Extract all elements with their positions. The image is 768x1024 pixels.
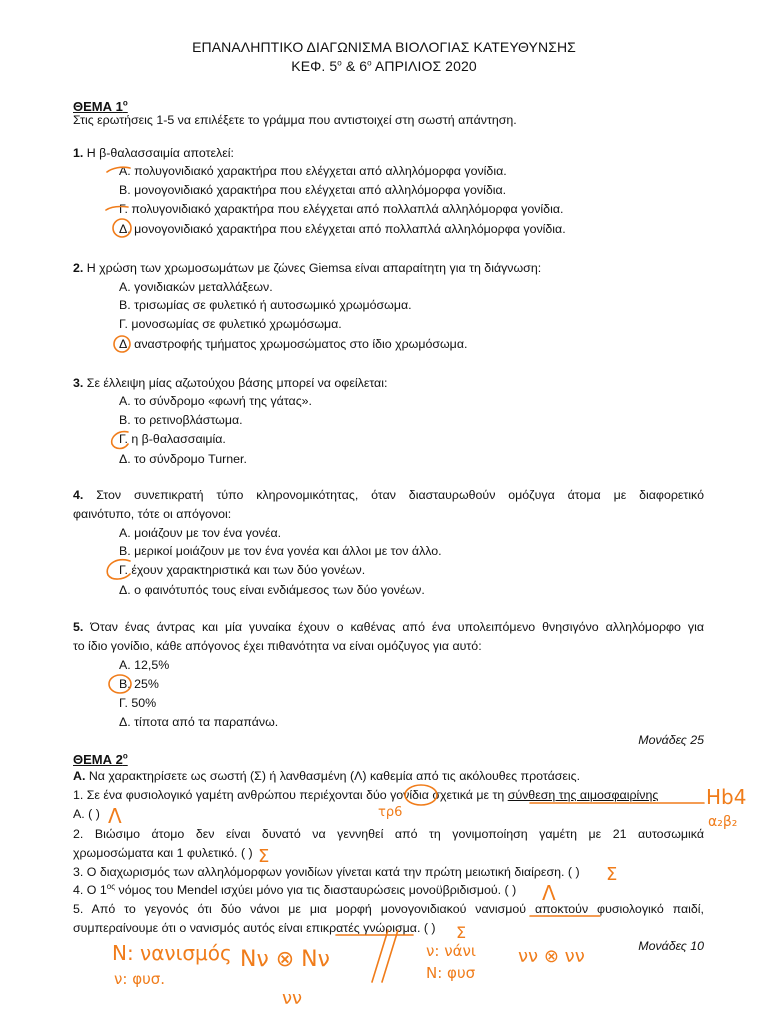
statement-1: 1. Σε ένα φυσιολογικό γαμέτη ανθρώπου περιέχονται δύο γονίδια σχετικά με τη σύνθεση της αιμοσφαιρίνης xyxy=(73,788,659,802)
hw-note-v2: ν: νάνι xyxy=(426,942,476,960)
theme1-heading: ΘΕΜΑ $1^o$ xyxy=(73,98,128,114)
q4-option-c: Γ. έχουν χαρακτηριστικά και των δύο γονέων. xyxy=(119,563,366,577)
statement-1-cont: Α. ( ) xyxy=(73,807,100,821)
statement-5-cont: συμπεραίνουμε ότι ο νανισμός αυτός είναι επικρατές γνώρισμα. ( ) xyxy=(73,921,436,935)
q3-option-c: Γ. η β-θαλασσαιμία. xyxy=(119,432,226,446)
q1-option-b: Β. μονογονιδιακό χαρακτήρα που ελέγχεται από αλληλόμορφα γονίδια. xyxy=(119,183,507,197)
hw-vv: νν xyxy=(282,988,303,1009)
hw-answer-2: Σ xyxy=(258,846,270,867)
theme2-heading: ΘΕΜΑ $2^o$ xyxy=(73,751,128,767)
hw-slash-1 xyxy=(372,930,388,982)
hw-hb: Hb4 xyxy=(706,785,747,809)
q3-option-b: Β. το ρετινοβλάστωμα. xyxy=(119,413,243,427)
question-1: 1. Η β-θαλασσαιμία αποτελεί: xyxy=(73,146,234,160)
q3-option-d: Δ. το σύνδρομο Turner. xyxy=(119,452,247,466)
theme1-marks: Μονάδες 25 xyxy=(638,733,704,747)
statement-3: 3. Ο διαχωρισμός των αλληλόμορφων γονιδίων γίνεται κατά την πρώτη μειωτική διαίρεση. ( ) xyxy=(73,865,580,879)
hw-answer-1: Λ xyxy=(108,804,122,828)
statement-2-cont: χρωμοσώματα και 1 φυλετικό. ( ) xyxy=(73,846,253,860)
q5-option-c: Γ. 50% xyxy=(119,696,157,710)
exam-subtitle: ΚΕΦ. $5^o$ & $6^o$ ΑΠΡΙΛΙΟΣ 2020 xyxy=(291,58,477,74)
hw-note-v: ν: φυσ. xyxy=(114,970,166,988)
q1-option-a: Α. πολυγονιδιακό χαρακτήρα που ελέγχεται από αλληλόμορφα γονίδια. xyxy=(119,164,507,178)
q3-option-a: Α. το σύνδρομο «φωνή της γάτας». xyxy=(119,394,313,408)
hw-answer-4: Λ xyxy=(542,881,556,905)
question-4-cont: φαινότυπο, τότε οι απόγονοι: xyxy=(73,507,232,521)
q5-option-d: Δ. τίποτα από τα παραπάνω. xyxy=(119,715,279,729)
hw-note-n: N: νανισμός xyxy=(112,941,232,965)
q1-option-c: Γ. πολυγονιδιακό χαρακτήρα που ελέγχεται από πολλαπλά αλληλόμορφα γονίδια. xyxy=(119,202,564,216)
q2-option-c: Γ. μονοσωμίας σε φυλετικό χρωμόσωμα. xyxy=(119,317,342,331)
question-3: 3. Σε έλλειψη μίας αζωτούχου βάσης μπορεί να οφείλεται: xyxy=(73,376,388,390)
q5-option-a: Α. 12,5% xyxy=(119,658,170,672)
question-4: 4. Στον συνεπικρατή τύπο κληρονομικότητας, όταν διασταυρωθούν ομόζυγα άτομα με διαφορετικό xyxy=(73,488,704,502)
q4-option-b: Β. μερικοί μοιάζουν με τον ένα γονέα και άλλοι με τον άλλο. xyxy=(119,544,442,558)
theme1-instructions: Στις ερωτήσεις 1-5 να επιλέξετε το γράμμα που αντιστοιχεί στη σωστή απάντηση. xyxy=(73,113,517,127)
exam-title: ΕΠΑΝΑΛΗΠΤΙΚΟ ΔΙΑΓΩΝΙΣΜΑ ΒΙΟΛΟΓΙΑΣ ΚΑΤΕΥΘΥΝΣΗΣ xyxy=(192,39,576,55)
hw-slash-2 xyxy=(382,930,398,982)
q2-option-a: Α. γονιδιακών μεταλλάξεων. xyxy=(119,280,273,294)
question-5-cont: το ίδιο γονίδιο, κάθε απόγονος έχει πιθανότητα να είναι ομόζυγος για αυτό: xyxy=(73,639,482,653)
hw-answer-3: Σ xyxy=(606,864,618,885)
theme2-marks: Μονάδες 10 xyxy=(638,939,704,953)
question-5: 5. Όταν ένας άντρας και μία γυναίκα έχουν ο καθένας από ένα υπολειπόμενο θνησιγόνο αλληλόμορφο για xyxy=(73,620,704,634)
hw-answer-5: Σ xyxy=(456,923,467,942)
statement-2: 2. Βιώσιμο άτομο δεν είναι δυνατό να γεννηθεί από τη γονιμοποίηση γαμέτη με 21 αυτοσωμικά xyxy=(73,827,704,841)
statement-5: 5. Από το γεγονός ότι δύο νάνοι με μια μορφή μονογονιδιακού νανισμού αποκτούν φυσιολογικό παιδί, xyxy=(73,902,704,916)
q2-option-d: Δ. αναστροφής τμήματος χρωμοσώματος στο ίδιο χρωμόσωμα. xyxy=(119,337,468,351)
question-2: 2. Η χρώση των χρωμοσωμάτων με ζώνες Giemsa είναι απαραίτητη για τη διάγνωση: xyxy=(73,261,542,275)
hw-hb-sub: α₂β₂ xyxy=(708,814,738,830)
q5-option-b: Β. 25% xyxy=(119,677,159,691)
theme2-part-a: Α. Να χαρακτηρίσετε ως σωστή (Σ) ή λανθασμένη (Λ) καθεμία από τις ακόλουθες προτάσεις. xyxy=(73,769,581,783)
q4-option-a: Α. μοιάζουν με τον ένα γονέα. xyxy=(119,526,282,540)
hw-cross-2: νν ⊗ νν xyxy=(518,946,585,967)
q4-option-d: Δ. ο φαινότυπός τους είναι ενδιάμεσος των δύο γονέων. xyxy=(119,583,425,597)
q1-option-d: Δ. μονογονιδιακό χαρακτήρα που ελέγχεται από πολλαπλά αλληλόμορφα γονίδια. xyxy=(119,222,566,236)
hw-note-n2: Ν: φυσ xyxy=(426,964,476,982)
q2-option-b: Β. τρισωμίας σε φυλετικό ή αυτοσωμικό χρωμόσωμα. xyxy=(119,298,412,312)
statement-4: 4. Ο $1^{o\varsigma}$ νόμος του Mendel ισχύει μόνο για τις διασταυρώσεις μονοϋβριδισμού. ( ) xyxy=(73,881,517,897)
hw-cross-1: Nν ⊗ Nν xyxy=(240,947,330,972)
hw-tp6: τρ6 xyxy=(378,805,403,820)
